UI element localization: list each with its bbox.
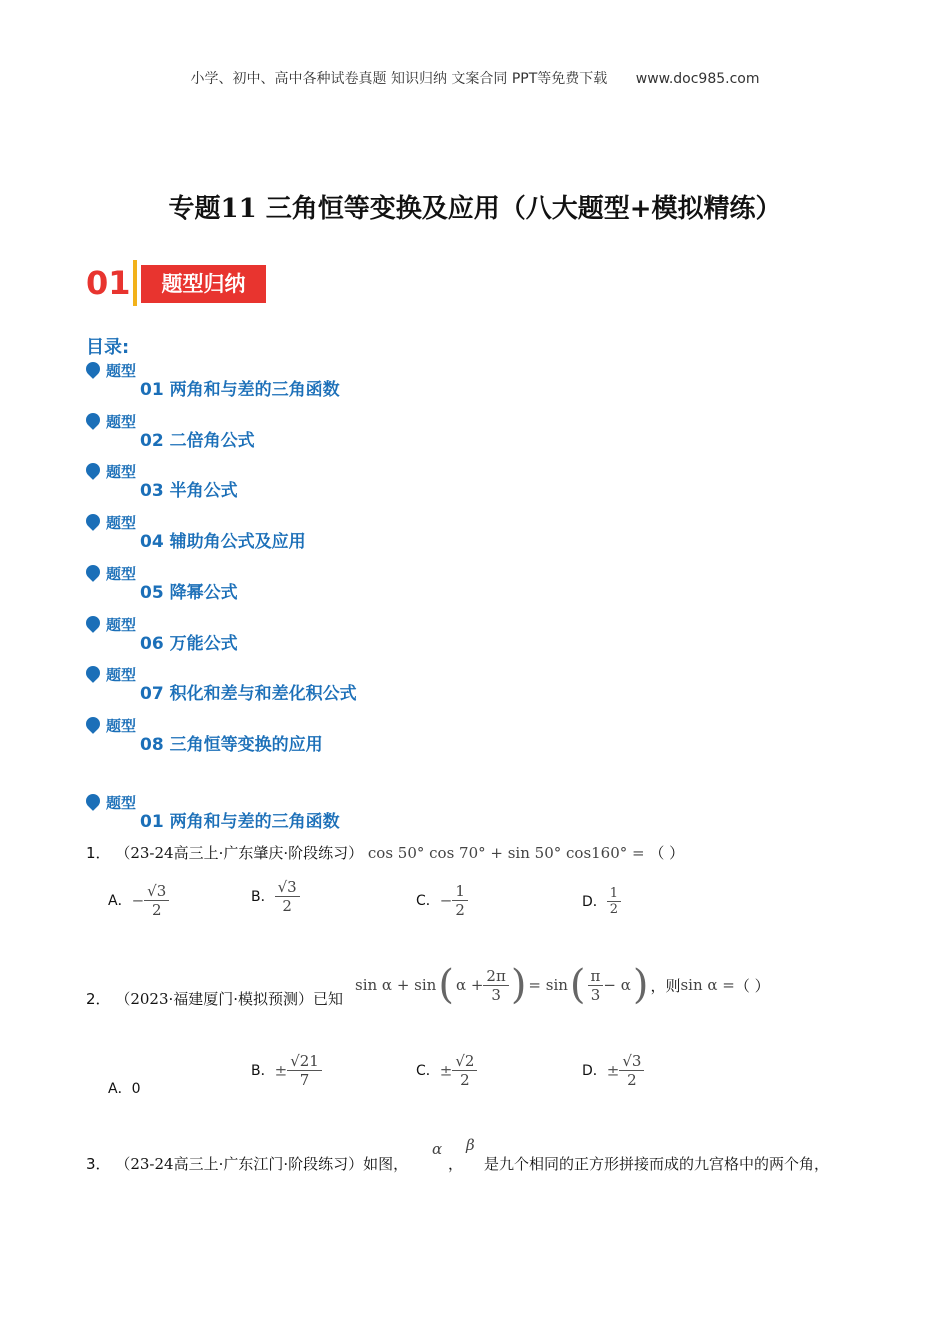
option-sign: ± <box>439 1061 453 1080</box>
toc-tag: 题型 <box>106 666 137 684</box>
option-label: D． <box>582 1063 607 1079</box>
option-fraction: $\frac{√3}{2}$ <box>144 882 169 919</box>
option-fraction: $\frac{√21}{7}$ <box>287 1052 322 1089</box>
toc-item[interactable] <box>86 715 586 763</box>
section-title: 01 两角和与差的三角函数 <box>140 812 340 832</box>
location-pin-icon <box>83 511 103 531</box>
question-1 <box>86 842 684 863</box>
option-sign: − <box>439 891 453 910</box>
toc-tag: 题型 <box>106 362 137 380</box>
toc-item-label[interactable]: 07 积化和差与和差化积公式 <box>140 684 357 704</box>
toc-item[interactable] <box>86 512 586 560</box>
location-pin-icon <box>83 410 103 430</box>
option-fraction: $\frac{√3}{2}$ <box>619 1052 644 1089</box>
question-number: 2． <box>86 990 111 1008</box>
toc-tag: 题型 <box>106 514 137 532</box>
toc-item-label[interactable]: 01 两角和与差的三角函数 <box>140 380 340 400</box>
location-pin-icon <box>83 714 103 734</box>
option-d[interactable] <box>582 1052 644 1089</box>
header-url-link[interactable]: www.doc985.com <box>635 71 760 87</box>
section-tag: 题型 <box>106 794 137 812</box>
option-label: B． <box>251 889 275 905</box>
option-b[interactable] <box>251 878 300 915</box>
question-source: （2023·福建厦门·模拟预测）已知 <box>115 990 344 1008</box>
option-a[interactable] <box>108 882 169 919</box>
option-sign: ± <box>606 1061 620 1080</box>
toc-tag: 题型 <box>106 413 137 431</box>
toc-tag: 题型 <box>106 463 137 481</box>
question-2-expression: sin α + sin ( α + $\frac{2\pi}{3}$ ) = sin ( $\frac{\pi}{3}$ − α ) ，则 sin α = （ ） <box>355 962 770 1008</box>
question-number: 3． <box>86 1155 111 1173</box>
section-heading <box>86 792 586 840</box>
option-label: A． <box>108 1081 132 1097</box>
location-pin-icon <box>83 613 103 633</box>
option-fraction: $\frac{1}{2}$ <box>607 886 621 917</box>
question-source: （23-24高三上·广东肇庆·阶段练习） <box>115 844 364 862</box>
site-header <box>0 68 950 88</box>
toc-item[interactable] <box>86 360 586 408</box>
section-divider <box>133 260 137 306</box>
toc-tag: 题型 <box>106 616 137 634</box>
toc-tag: 题型 <box>106 717 137 735</box>
option-a[interactable] <box>108 1078 141 1098</box>
toc-item-label[interactable]: 08 三角恒等变换的应用 <box>140 735 323 755</box>
option-label: A． <box>108 893 132 909</box>
question-expression: cos 50° cos 70° + sin 50° cos160° = <box>367 844 645 862</box>
toc-item[interactable] <box>86 411 586 459</box>
location-pin-icon <box>83 562 103 582</box>
comma: ， <box>448 1155 464 1173</box>
option-c[interactable] <box>416 882 468 919</box>
option-d[interactable] <box>582 886 621 917</box>
location-pin-icon <box>83 460 103 480</box>
toc-item-label[interactable]: 06 万能公式 <box>140 634 238 654</box>
question-2-source-line <box>86 988 343 1009</box>
toc-heading: 目录: <box>86 337 130 358</box>
toc-item-label[interactable]: 05 降幂公式 <box>140 583 238 603</box>
question-source: （23-24高三上·广东江门·阶段练习）如图， <box>115 1155 409 1173</box>
option-sign: − <box>131 891 145 910</box>
toc-item[interactable] <box>86 461 586 509</box>
option-label: C． <box>416 893 440 909</box>
question-number: 1． <box>86 844 111 862</box>
option-c[interactable] <box>416 1052 477 1089</box>
location-pin-icon <box>83 791 103 811</box>
toc-item[interactable] <box>86 614 586 662</box>
toc-item-label[interactable]: 03 半角公式 <box>140 481 238 501</box>
option-value: 0 <box>131 1081 141 1097</box>
option-label: C． <box>416 1063 440 1079</box>
option-label: D． <box>582 894 607 910</box>
toc-item[interactable] <box>86 563 586 611</box>
option-fraction: $\frac{√2}{2}$ <box>452 1052 477 1089</box>
alpha-symbol: α <box>432 1140 443 1158</box>
answer-blank: （ ） <box>649 844 685 862</box>
location-pin-icon <box>83 359 103 379</box>
page-title: 专题11 三角恒等变换及应用（八大题型+模拟精练） <box>168 194 782 224</box>
toc-item-label[interactable]: 04 辅助角公式及应用 <box>140 532 306 552</box>
section-badge: 题型归纳 <box>141 265 266 303</box>
section-number: 01 <box>86 264 131 302</box>
option-fraction: $\frac{√3}{2}$ <box>275 878 300 915</box>
toc-item-label[interactable]: 02 二倍角公式 <box>140 431 255 451</box>
option-fraction: $\frac{1}{2}$ <box>452 882 468 919</box>
question-3 <box>86 1153 408 1174</box>
question-3-text: 是九个相同的正方形拼接而成的九宫格中的两个角， <box>484 1155 830 1173</box>
toc-tag: 题型 <box>106 565 137 583</box>
option-b[interactable] <box>251 1052 322 1089</box>
beta-symbol: β <box>466 1136 475 1154</box>
location-pin-icon <box>83 663 103 683</box>
header-text: 小学、初中、高中各种试卷真题 知识归纳 文案合同 PPT等免费下载 <box>190 71 608 87</box>
toc-item[interactable] <box>86 664 586 712</box>
option-label: B． <box>251 1063 275 1079</box>
option-sign: ± <box>274 1061 288 1080</box>
